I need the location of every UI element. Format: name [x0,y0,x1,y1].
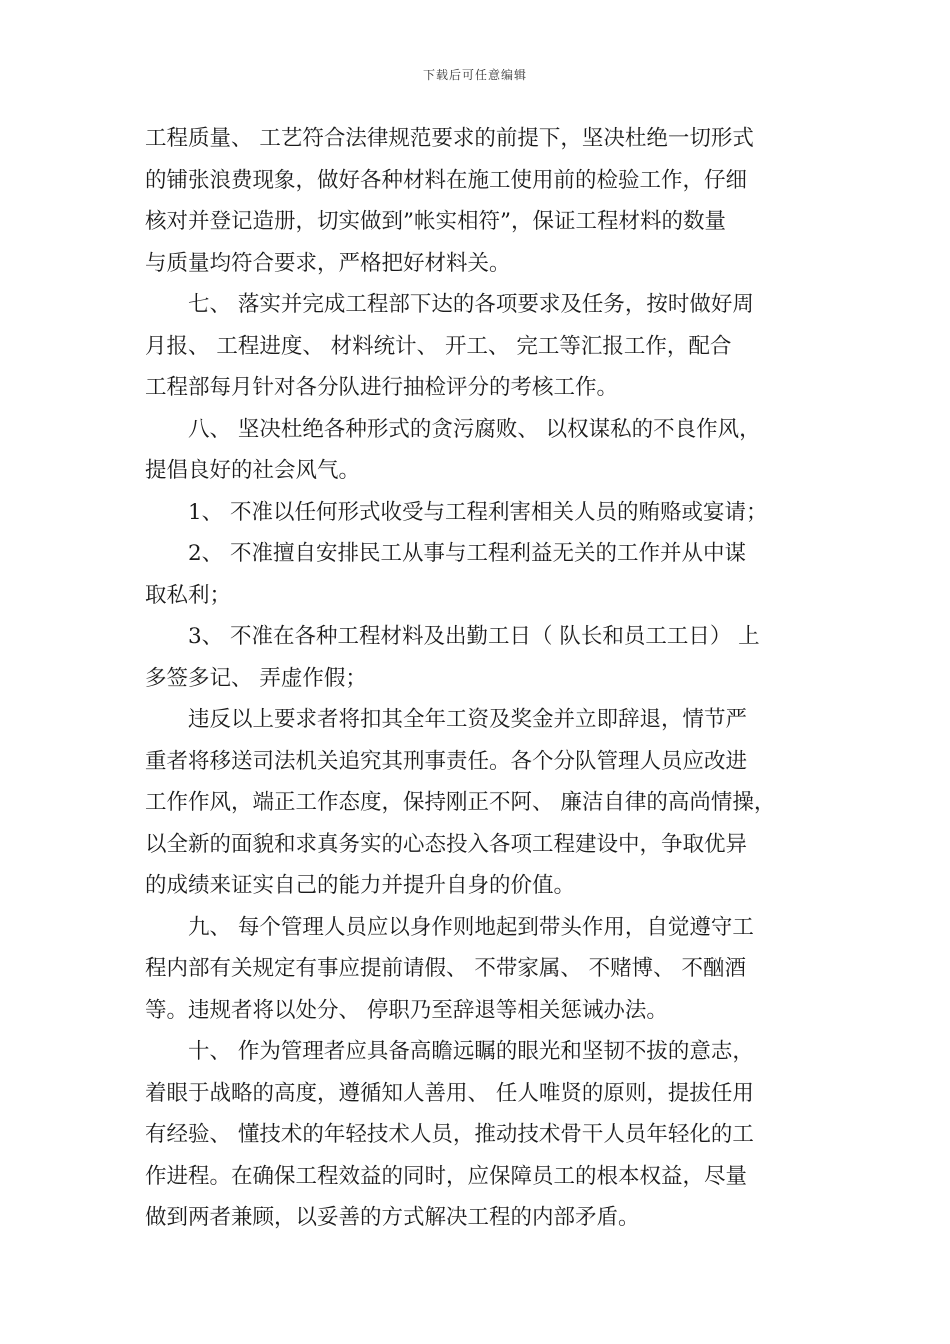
page-header: 下载后可任意编辑 [422,68,527,82]
text-line: 作进程。在确保工程效益的同时，应保障员工的根本权益，尽量 [145,1163,748,1189]
text-line: 重者将移送司法机关追究其刑事责任。各个分队管理人员应改进 [145,748,748,774]
text-line: 九、 每个管理人员应以身作则地起到带头作用，自觉遵守工 [188,914,754,940]
document-body [145,118,817,1239]
text-line: 工程部每月针对各分队进行抽检评分的考核工作。 [145,375,619,400]
text-line: 与质量均符合要求，严格把好材料关。 [145,250,511,276]
text-line: 核对并登记造册，切实做到”帐实相符”，保证工程材料的数量 [145,209,726,234]
text-line: 提倡良好的社会风气。 [145,458,361,483]
text-line: 八、 坚决杜绝各种形式的贪污腐败、 以权谋私的不良作风， [188,416,761,442]
text-line: 的铺张浪费现象，做好各种材料在施工使用前的检验工作，仔细 [145,167,748,193]
text-line: 程内部有关规定有事应提前请假、 不带家属、 不赌博、 不酗酒 [145,956,747,981]
text-line: 以全新的面貌和求真务实的心态投入各项工程建设中，争取优异 [145,831,748,857]
text-line: 取私利； [145,582,232,608]
text-line: 月报、 工程进度、 材料统计、 开工、 完工等汇报工作，配合 [145,333,732,359]
text-line: 多签多记、 弄虚作假； [145,665,367,691]
text-line: 违反以上要求者将扣其全年工资及奖金并立即辞退，情节严 [188,707,748,732]
text-line: 的成绩来证实自己的能力并提升自身的价值。 [145,873,576,898]
text-line: 2、 不准擅自安排民工从事与工程利益无关的工作并从中谋 [188,541,747,566]
text-line: 3、 不准在各种工程材料及出勤工日（ 队长和员工工日） 上 [188,624,760,649]
text-line: 做到两者兼顾，以妥善的方式解决工程的内部矛盾。 [145,1205,640,1230]
text-line: 1、 不准以任何形式收受与工程利害相关人员的贿赂或宴请； [188,499,768,525]
text-line: 七、 落实并完成工程部下达的各项要求及任务，按时做好周 [188,292,754,317]
text-line: 工作作风，端正工作态度，保持刚正不阿、 廉洁自律的高尚情操， [145,790,776,815]
text-line: 工程质量、 工艺符合法律规范要求的前提下，坚决杜绝一切形式 [145,126,754,151]
text-line: 等。违规者将以处分、 停职乃至辞退等相关惩诫办法。 [145,997,668,1023]
text-line: 着眼于战略的高度，遵循知人善用、 任人唯贤的原则，提拔任用 [145,1080,754,1106]
text-line: 十、 作为管理者应具备高瞻远瞩的眼光和坚韧不拔的意志， [188,1039,754,1064]
text-line: 有经验、 懂技术的年轻技术人员，推动技术骨干人员年轻化的工 [145,1122,754,1147]
